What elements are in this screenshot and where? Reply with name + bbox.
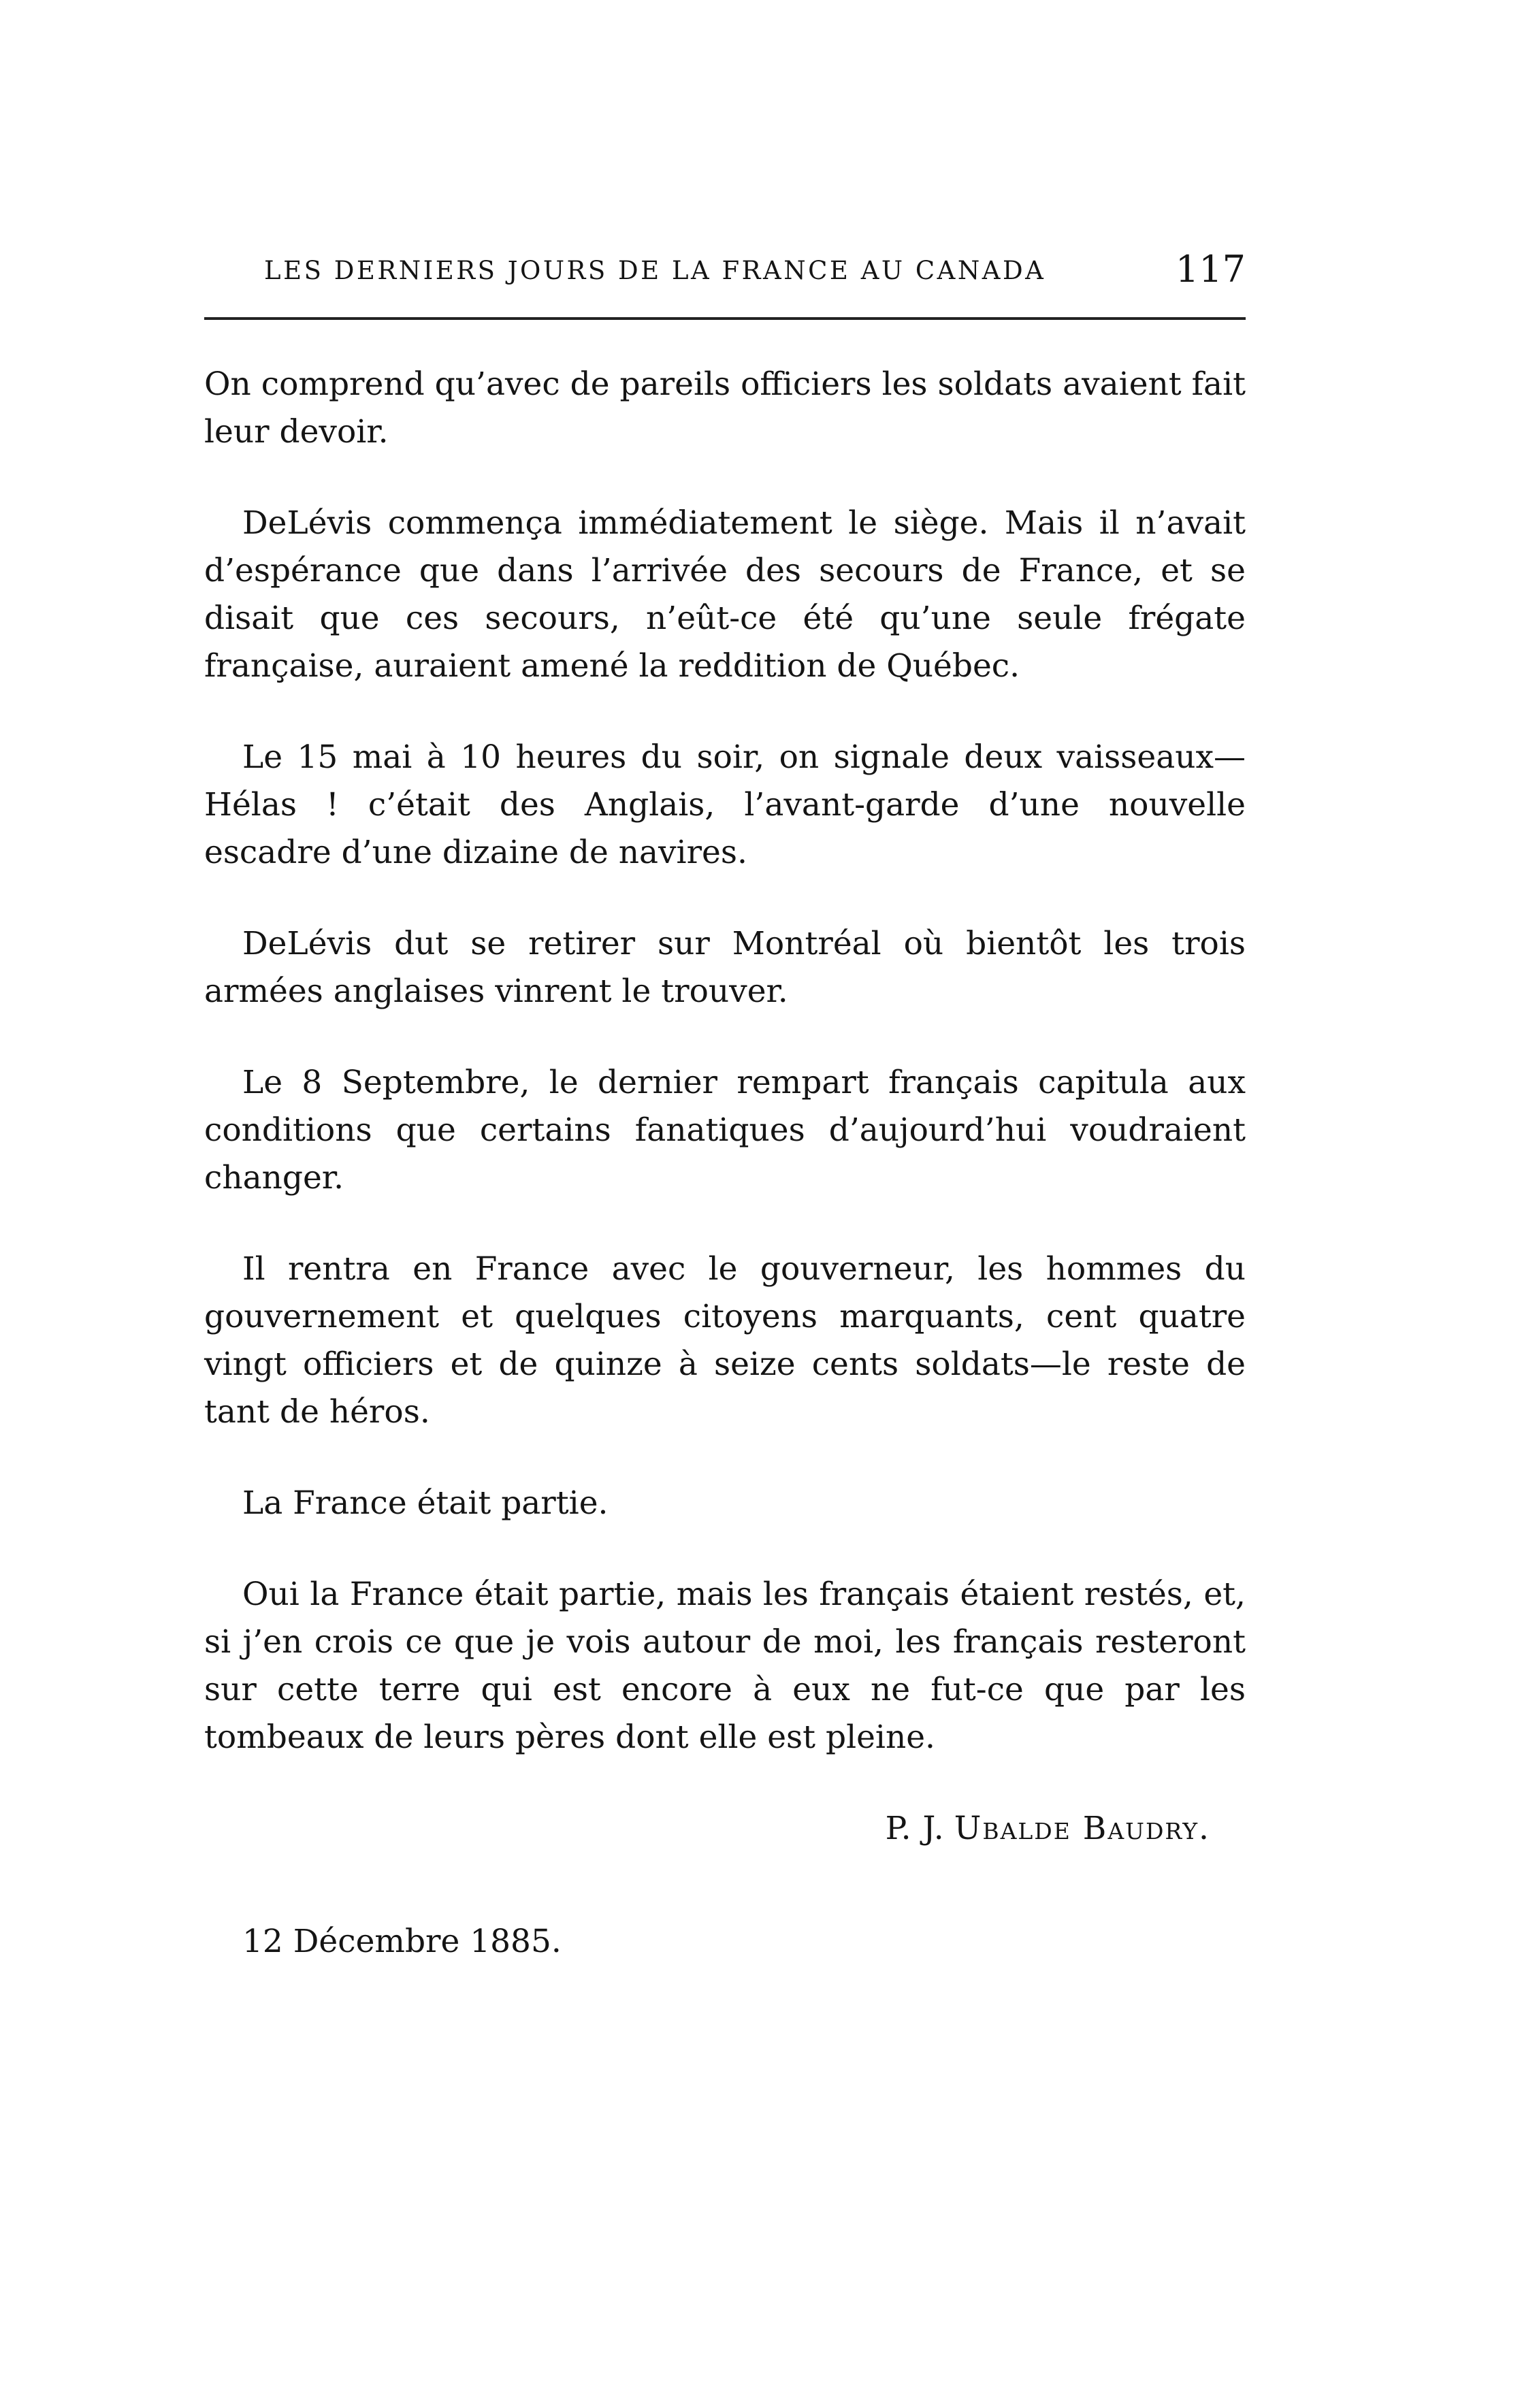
- running-title: LES DERNIERS JOURS DE LA FRANCE AU CANADA: [264, 256, 1046, 285]
- paragraph-2: DeLévis commença immédiatement le siège. Mais il n’avait d’espérance que dans l’arrivée des secours de France, et se disait que ces secours, n’eût-ce été qu’une seule frégate française, auraient amené la reddition de Québec.: [204, 504, 1246, 685]
- paragraph-1: On comprend qu’avec de pareils officiers les soldats avaient fait leur devoir.: [204, 365, 1246, 451]
- signature: [204, 1805, 1246, 1853]
- running-head: [204, 245, 1246, 293]
- paragraph-5: Le 8 Septembre, le dernier rempart français capitula aux conditions que certains fanatiques d’aujourd’hui voudraient changer.: [204, 1064, 1246, 1197]
- paragraph-8: Oui la France était partie, mais les français étaient restés, et, si j’en crois ce que je vois autour de moi, les français resteront sur cette terre qui est encore à eux ne fut-ce que par les tombeaux de leurs pères dont elle est pleine.: [204, 1576, 1246, 1756]
- date-line: 12 Décembre 1885.: [242, 1923, 562, 1960]
- paragraph-3: Le 15 mai à 10 heures du soir, on signale deux vaisseaux— Hélas ! c’était des Anglais, l’avant-garde d’une nouvelle escadre d’une dizaine de navires.: [204, 738, 1246, 871]
- paragraph-4: DeLévis dut se retirer sur Montréal où bientôt les trois armées anglaises vinrent le trouver.: [204, 925, 1246, 1010]
- paragraph-7: La France était partie.: [242, 1484, 609, 1522]
- page-number: 117: [1175, 248, 1246, 291]
- header-rule: [204, 317, 1246, 320]
- signature-initials: P. J.: [885, 1810, 945, 1847]
- signature-name: Ubalde Baudry.: [954, 1810, 1210, 1847]
- body-text: [204, 361, 1246, 1966]
- book-page: [204, 245, 1246, 1960]
- paragraph-6: Il rentra en France avec le gouverneur, les hommes du gouvernement et quelques citoyens marquants, cent quatre vingt officiers et de quinze à seize cents soldats—le reste de tant de héros.: [204, 1250, 1246, 1431]
